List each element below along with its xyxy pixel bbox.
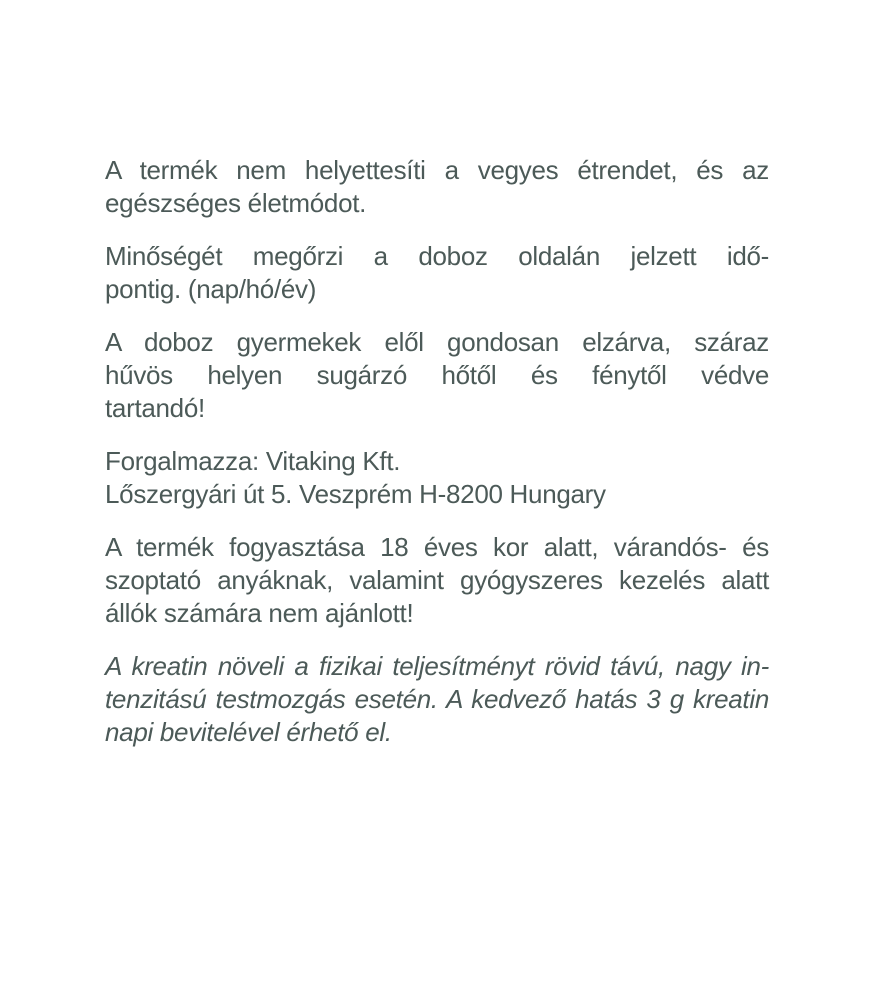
text-line: Forgalmazza: Vitaking Kft. — [105, 446, 401, 476]
text-line: A doboz gyermekek elől gondosan elzárva, száraz — [105, 327, 769, 357]
text-line: A termék fogyasztása 18 éves kor alatt, várandós- és — [105, 532, 769, 562]
paragraph-best-before — [105, 240, 769, 306]
paragraph-age-warning — [105, 531, 769, 630]
text-line: tartandó! — [105, 393, 205, 423]
text-line: pontig. (nap/hó/év) — [105, 274, 317, 304]
text-line: egészséges életmódot. — [105, 188, 367, 218]
text-line: Lőszergyári út 5. Veszprém H-8200 Hungary — [105, 479, 606, 509]
text-line: Minőségét megőrzi a doboz oldalán jelzett idő- — [105, 241, 769, 271]
text-line: szoptató anyáknak, valamint gyógyszeres kezelés alatt — [105, 565, 769, 595]
text-line: hűvös helyen sugárzó hőtől és fénytől védve — [105, 360, 769, 390]
paragraph-diet-disclaimer — [105, 154, 769, 220]
paragraph-creatine-claim — [105, 650, 769, 749]
product-label-text — [105, 154, 769, 749]
paragraph-distributor — [105, 445, 769, 511]
text-line: tenzitású testmozgás esetén. A kedvező hatás 3 g kreatin — [105, 684, 769, 714]
text-line: napi bevitelével érhető el. — [105, 717, 392, 747]
paragraph-storage-warning — [105, 326, 769, 425]
text-line: állók számára nem ajánlott! — [105, 598, 414, 628]
text-line: A termék nem helyettesíti a vegyes étrendet, és az — [105, 155, 769, 185]
text-line: A kreatin növeli a fizikai teljesítményt rövid távú, nagy in- — [105, 651, 769, 681]
